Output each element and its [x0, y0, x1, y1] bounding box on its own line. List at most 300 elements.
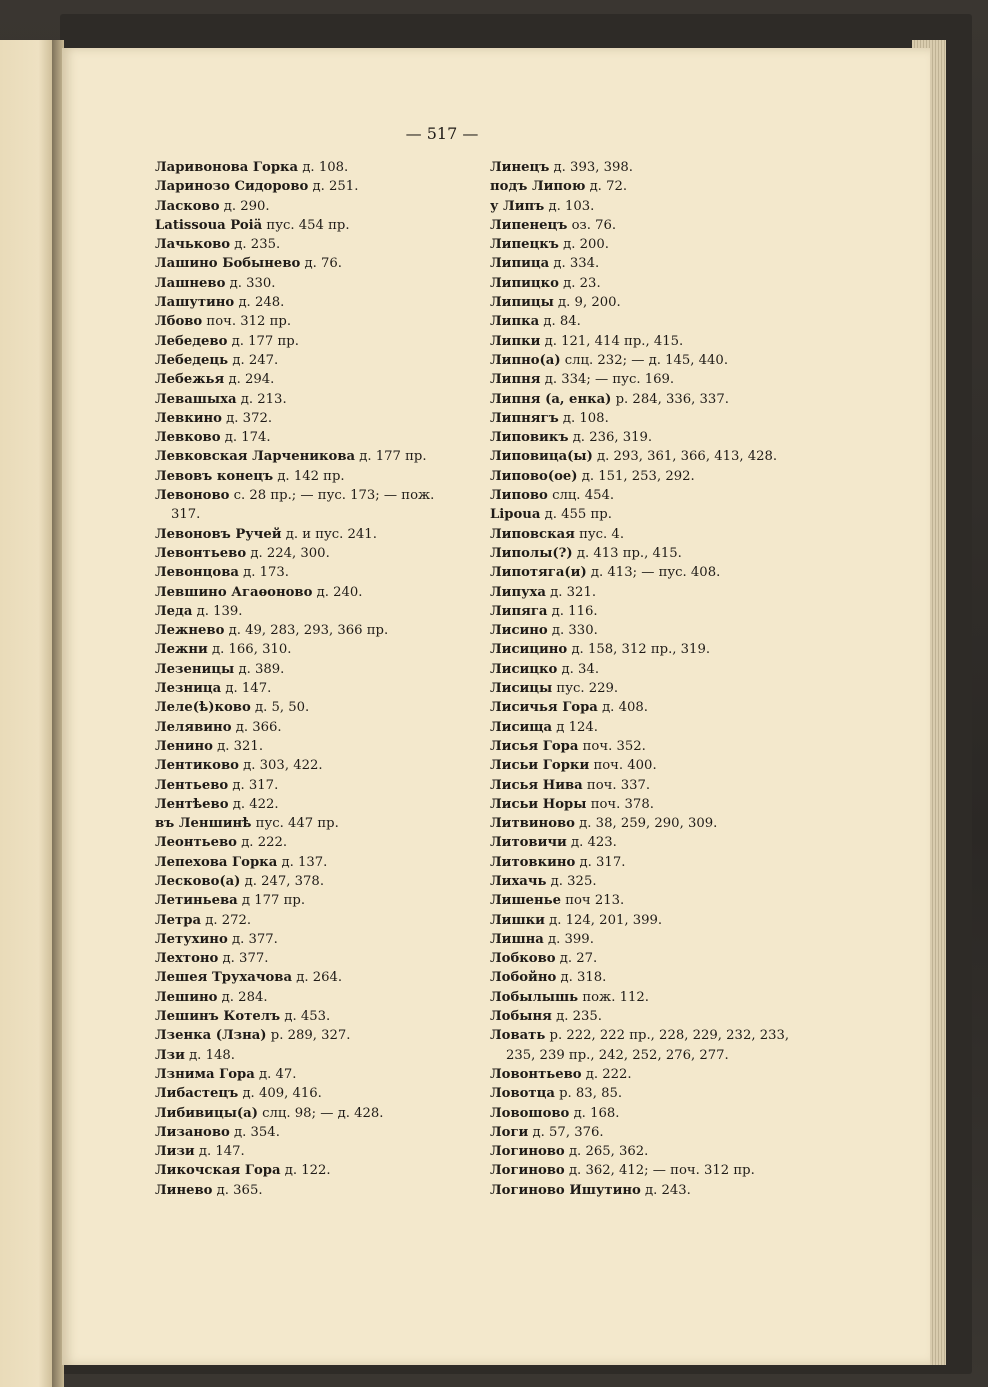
entry-reference: д. 27. — [559, 951, 598, 967]
index-entry — [155, 679, 480, 698]
entry-name: Липня — [490, 372, 541, 388]
index-entry — [155, 698, 480, 717]
entry-name: Липка — [490, 314, 540, 330]
index-entry — [490, 505, 820, 524]
index-entry — [155, 795, 480, 814]
entry-reference: д. 317. — [232, 777, 279, 793]
entry-reference: д. 248. — [238, 295, 285, 311]
index-entry — [490, 911, 820, 930]
entry-reference: д. 235. — [556, 1009, 602, 1025]
entry-name: Лишна — [490, 931, 544, 947]
entry-name: Ларинозо Сидорово — [155, 179, 309, 195]
entry-reference: д. 247, 378. — [244, 873, 325, 889]
entry-name: Лзенка (Лзна) — [155, 1028, 267, 1044]
entry-reference: д. 325. — [550, 873, 597, 889]
entry-name: Ленино — [155, 738, 213, 754]
index-entry — [490, 833, 820, 852]
entry-name: Лисища — [490, 719, 553, 735]
index-entry — [490, 254, 820, 273]
entry-reference: р. 222, 222 пр., 228, 229, 232, 233, — [549, 1028, 790, 1044]
entry-reference: д. 377. — [231, 931, 278, 947]
entry-reference: д. 200. — [563, 237, 609, 253]
index-entry — [490, 698, 820, 717]
entry-reference: д. 399. — [548, 931, 594, 947]
entry-reference: д. 177 пр. — [359, 449, 427, 465]
index-entry — [490, 486, 820, 505]
entry-reference: р. 289, 327. — [270, 1028, 351, 1044]
entry-name: Лисино — [490, 623, 548, 639]
entry-reference: поч. 352. — [582, 738, 646, 754]
index-entry — [490, 1123, 820, 1142]
index-entry — [155, 254, 480, 273]
entry-name: Левонцова — [155, 565, 239, 581]
entry-name: Липовская — [490, 526, 575, 542]
entry-name: Лентиково — [155, 758, 239, 774]
entry-reference: д. 147. — [225, 681, 272, 697]
entry-name: Лелявино — [155, 719, 232, 735]
entry-reference: д. 236, 319. — [572, 430, 653, 446]
entry-name: Линецъ — [490, 160, 550, 175]
index-entry — [490, 390, 820, 409]
entry-reference: пус. 454 пр. — [266, 217, 350, 233]
entry-reference: д. 103. — [548, 198, 595, 214]
index-entry — [155, 949, 480, 968]
entry-name: Ловотца — [490, 1086, 555, 1102]
index-entry — [490, 968, 820, 987]
entry-reference: д. 290. — [223, 198, 270, 214]
entry-name: Левоновъ Ручей — [155, 526, 282, 542]
entry-name: Липки — [490, 333, 541, 349]
index-entry — [490, 930, 820, 949]
index-entry — [155, 1142, 480, 1161]
entry-name: Липня (а, енка) — [490, 391, 612, 407]
entry-reference: д. 166, 310. — [212, 642, 292, 658]
entry-name: Lipoua — [490, 507, 541, 523]
entry-reference: д. 224, 300. — [250, 545, 330, 561]
index-entry — [490, 891, 820, 910]
entry-name: Липицко — [490, 275, 559, 291]
entry-reference: д. 240. — [316, 584, 363, 600]
entry-name: Лобойно — [490, 970, 557, 986]
entry-name: Липотяга(и) — [490, 565, 587, 581]
entry-reference: д. 23. — [563, 275, 601, 291]
facing-page-edge — [0, 40, 55, 1387]
index-entry — [490, 332, 820, 351]
index-entry — [155, 621, 480, 640]
entry-name: Липово — [490, 488, 548, 504]
entry-name: Лашнево — [155, 275, 226, 291]
entry-name: Летухино — [155, 931, 228, 947]
entry-reference: д. 354. — [234, 1124, 280, 1140]
index-entry — [490, 988, 820, 1007]
index-entry — [155, 370, 480, 389]
index-entry — [490, 467, 820, 486]
entry-name: въ Леншинѣ — [155, 816, 252, 832]
entry-reference: д. 147. — [198, 1144, 245, 1160]
index-entry — [490, 544, 820, 563]
index-column-right — [490, 158, 820, 1200]
index-entry — [155, 930, 480, 949]
entry-name: Лисья Нива — [490, 777, 583, 793]
entry-name: Литовичи — [490, 835, 567, 851]
entry-reference: с. 28 пр.; — пус. 173; — пож. — [233, 488, 435, 504]
entry-reference: слц. 454. — [552, 488, 615, 504]
index-entry — [155, 1084, 480, 1103]
entry-name: Логиново Ишутино — [490, 1182, 641, 1198]
entry-reference: д. 174. — [224, 430, 271, 446]
entry-reference: д. 251. — [312, 179, 359, 195]
entry-name: Логиново — [490, 1144, 565, 1160]
index-entry — [155, 1026, 480, 1045]
index-entry — [155, 1123, 480, 1142]
entry-reference: д. 151, 253, 292. — [581, 468, 695, 484]
index-entry — [490, 853, 820, 872]
index-entry — [155, 467, 480, 486]
entry-reference: д. 121, 414 пр., 415. — [544, 333, 684, 349]
index-entry — [155, 968, 480, 987]
index-entry — [490, 1046, 820, 1065]
entry-name: Лашутино — [155, 295, 235, 311]
entry-reference: поч. 400. — [593, 758, 657, 774]
entry-name: Ликочская Гора — [155, 1163, 281, 1179]
entry-reference: д. 76. — [304, 256, 342, 272]
entry-name: Липнягъ — [490, 410, 559, 426]
index-entry — [490, 660, 820, 679]
index-entry — [155, 756, 480, 775]
entry-reference: пус. 229. — [556, 681, 619, 697]
entry-reference: поч. 337. — [586, 777, 651, 793]
entry-name: Лизи — [155, 1144, 195, 1160]
entry-reference: д. 222. — [241, 835, 288, 851]
entry-reference: д. 294. — [228, 372, 275, 388]
entry-name: Левовъ конецъ — [155, 468, 274, 484]
entry-name: Лисья Гора — [490, 738, 579, 754]
index-entry — [490, 679, 820, 698]
entry-name: Лебежья — [155, 372, 225, 388]
entry-reference: д. 243. — [645, 1182, 691, 1198]
entry-name: Лезница — [155, 681, 222, 697]
entry-name: Литвиново — [490, 816, 575, 832]
index-entry — [155, 197, 480, 216]
index-entry — [490, 428, 820, 447]
entry-name: Логиново — [490, 1163, 565, 1179]
entry-name: Липовикъ — [490, 430, 569, 446]
entry-name: Лишенье — [490, 893, 561, 909]
index-entry — [155, 525, 480, 544]
entry-reference: д. 455 пр. — [544, 507, 612, 523]
index-entry — [490, 235, 820, 254]
index-entry — [490, 409, 820, 428]
entry-reference: р. 284, 336, 337. — [615, 391, 729, 407]
entry-name: Лзи — [155, 1047, 185, 1063]
entry-reference: д. 265, 362. — [568, 1144, 649, 1160]
index-entry — [155, 891, 480, 910]
index-entry — [490, 756, 820, 775]
entry-reference: д. 284. — [221, 989, 268, 1005]
index-entry — [490, 177, 820, 196]
entry-reference: поч. 312 пр. — [206, 314, 292, 330]
entry-reference: д. 321. — [550, 584, 597, 600]
index-entry — [155, 1181, 480, 1200]
index-entry — [490, 602, 820, 621]
entry-name: Литовкино — [490, 854, 576, 870]
entry-name: Липово(ое) — [490, 468, 578, 484]
entry-reference: д. 57, 376. — [532, 1124, 604, 1140]
index-entry — [155, 833, 480, 852]
entry-reference: д. 38, 259, 290, 309. — [579, 816, 718, 832]
entry-name: Ловать — [490, 1028, 546, 1044]
entry-name: Лзнима Гора — [155, 1066, 255, 1082]
entry-reference: д. 5, 50. — [254, 700, 310, 716]
entry-reference: д. 330. — [229, 275, 276, 291]
entry-reference: д. 413 пр., 415. — [576, 545, 682, 561]
entry-name: Летра — [155, 912, 201, 928]
entry-name: Лобыня — [490, 1009, 552, 1025]
index-entry — [490, 737, 820, 756]
index-entry — [490, 776, 820, 795]
entry-name: Либивицы(а) — [155, 1105, 258, 1121]
entry-name: Лежни — [155, 642, 208, 658]
index-entry — [490, 583, 820, 602]
index-entry — [155, 640, 480, 659]
entry-reference: слц. 98; — д. 428. — [262, 1105, 384, 1121]
index-entry — [490, 795, 820, 814]
entry-reference: д. 158, 312 пр., 319. — [571, 642, 711, 658]
entry-reference: д. 365. — [216, 1182, 263, 1198]
entry-name: Левкино — [155, 410, 222, 426]
entry-name: Лешея Трухачова — [155, 970, 292, 986]
entry-name: Липовица(ы) — [490, 449, 593, 465]
entry-reference: пус. 447 пр. — [255, 816, 339, 832]
index-entry — [490, 1181, 820, 1200]
entry-reference: д. 47. — [258, 1066, 297, 1082]
entry-reference: д. 116. — [551, 603, 598, 619]
entry-reference: д. 362, 412; — поч. 312 пр. — [568, 1163, 755, 1179]
index-entry — [490, 158, 820, 177]
entry-reference: пус. 4. — [579, 526, 625, 542]
entry-name: Липецкъ — [490, 237, 559, 253]
entry-reference: д. 330. — [551, 623, 598, 639]
entry-name: Лесково(а) — [155, 873, 241, 889]
index-entry — [155, 409, 480, 428]
entry-reference: пож. 112. — [582, 989, 649, 1005]
index-entry — [490, 563, 820, 582]
entry-name: Лисицино — [490, 642, 568, 658]
index-entry — [490, 197, 820, 216]
index-entry — [490, 1007, 820, 1026]
book-page — [62, 48, 930, 1365]
entry-reference: д. 235. — [234, 237, 281, 253]
entry-name: Липуха — [490, 584, 546, 600]
entry-name: Лачьково — [155, 237, 231, 253]
index-entry — [155, 486, 480, 505]
entry-reference: д. 213. — [240, 391, 287, 407]
entry-reference: д. 334; — пус. 169. — [544, 372, 675, 388]
entry-reference: д. 173. — [243, 565, 289, 581]
entry-reference: д. 372. — [226, 410, 273, 426]
entry-name: Latissoua Poiä — [155, 217, 263, 233]
entry-reference: д. 108. — [562, 410, 609, 426]
index-entry — [490, 1026, 820, 1045]
index-entry — [155, 911, 480, 930]
index-entry — [490, 1142, 820, 1161]
entry-name: Лисицы — [490, 681, 553, 697]
entry-reference: д. 9, 200. — [558, 295, 621, 311]
index-entry — [155, 505, 480, 524]
index-entry — [490, 525, 820, 544]
index-entry — [155, 1161, 480, 1180]
entry-reference: д 124. — [556, 719, 598, 735]
entry-name: Лобылышь — [490, 989, 579, 1005]
entry-name: Лентьево — [155, 777, 229, 793]
entry-reference: д. 177 пр. — [231, 333, 299, 349]
index-entry — [155, 390, 480, 409]
index-entry — [155, 158, 480, 177]
entry-reference: 235, 239 пр., 242, 252, 276, 277. — [506, 1047, 729, 1063]
index-entry — [155, 660, 480, 679]
entry-reference: д. 422. — [232, 796, 279, 812]
entry-reference: д. 423. — [571, 835, 617, 851]
entry-reference: д. 321. — [217, 738, 264, 754]
entry-reference: д. 377. — [222, 951, 269, 967]
entry-name: Лепехова Горка — [155, 854, 278, 870]
entry-name: Липица — [490, 256, 550, 272]
index-entry — [155, 1065, 480, 1084]
index-entry — [155, 274, 480, 293]
entry-name: Леонтьево — [155, 835, 237, 851]
entry-reference: р. 83, 85. — [559, 1086, 623, 1102]
entry-reference: д. 168. — [573, 1105, 620, 1121]
entry-reference: д. 409, 416. — [242, 1086, 322, 1102]
entry-reference: д. 318. — [560, 970, 607, 986]
index-entry — [155, 1046, 480, 1065]
entry-reference: слц. 232; — д. 145, 440. — [564, 352, 729, 368]
entry-name: Левоново — [155, 488, 230, 504]
entry-reference: поч. 378. — [590, 796, 654, 812]
entry-name: Лешинъ Котелъ — [155, 1009, 281, 1025]
index-entry — [490, 640, 820, 659]
entry-name: Липицы — [490, 295, 554, 311]
entry-reference: д. 334. — [553, 256, 600, 272]
entry-name: Липяга — [490, 603, 548, 619]
index-entry — [490, 312, 820, 331]
entry-name: Логи — [490, 1124, 529, 1140]
entry-reference: поч 213. — [565, 893, 625, 909]
index-entry — [490, 949, 820, 968]
entry-reference: д. 137. — [281, 854, 328, 870]
entry-reference: д. 272. — [205, 912, 252, 928]
entry-name: Лебедево — [155, 333, 228, 349]
index-entry — [155, 428, 480, 447]
entry-name: Лизаново — [155, 1124, 230, 1140]
entry-name: Липенецъ — [490, 217, 568, 233]
entry-reference: д. 142 пр. — [277, 468, 345, 484]
entry-name: Летиньева — [155, 893, 238, 909]
entry-name: подъ Липою — [490, 179, 586, 195]
entry-name: Липно(а) — [490, 352, 561, 368]
index-entry — [155, 737, 480, 756]
page-number: — 517 — — [405, 124, 479, 143]
entry-reference: д. и пус. 241. — [285, 526, 377, 542]
entry-name: Лихачь — [490, 873, 547, 889]
entry-reference: д. 124, 201, 399. — [549, 912, 663, 928]
entry-reference: д. 389. — [238, 661, 285, 677]
entry-reference: д. 122. — [284, 1163, 331, 1179]
entry-reference: д. 408. — [602, 700, 648, 716]
entry-name: Левонтьево — [155, 545, 247, 561]
entry-name: Ловонтьево — [490, 1066, 582, 1082]
index-entry — [490, 1065, 820, 1084]
entry-name: Лешино — [155, 989, 218, 1005]
entry-name: Ловошово — [490, 1105, 570, 1121]
entry-reference: д. 148. — [189, 1047, 235, 1063]
index-entry — [155, 583, 480, 602]
index-entry — [155, 853, 480, 872]
entry-name: Лисьи Норы — [490, 796, 587, 812]
index-entry — [155, 718, 480, 737]
index-entry — [490, 872, 820, 891]
entry-name: Лехтоно — [155, 951, 219, 967]
entry-reference: д. 303, 422. — [243, 758, 323, 774]
index-entry — [155, 544, 480, 563]
index-column-left — [155, 158, 480, 1200]
index-entry — [490, 216, 820, 235]
index-entry — [155, 776, 480, 795]
index-entry — [155, 872, 480, 891]
entry-reference: оз. 76. — [571, 217, 617, 233]
index-entry — [490, 351, 820, 370]
entry-reference: д. 413; — пус. 408. — [590, 565, 721, 581]
entry-reference: д. 453. — [284, 1009, 331, 1025]
entry-reference: д. 72. — [589, 179, 628, 195]
entry-name: Лбово — [155, 314, 203, 330]
entry-name: Лашино Бобынево — [155, 256, 301, 272]
entry-reference: д. 139. — [196, 603, 243, 619]
entry-reference: д. 317. — [579, 854, 626, 870]
entry-name: Ласково — [155, 198, 220, 214]
entry-name: Лентѣево — [155, 796, 229, 812]
index-entry — [155, 447, 480, 466]
index-entry — [155, 988, 480, 1007]
index-entry — [490, 621, 820, 640]
entry-name: Лобково — [490, 951, 556, 967]
entry-reference: д. 293, 361, 366, 413, 428. — [597, 449, 778, 465]
entry-reference: д. 49, 283, 293, 366 пр. — [228, 623, 389, 639]
entry-name: Левково — [155, 430, 221, 446]
entry-name: Лежнево — [155, 623, 225, 639]
index-entry — [490, 1084, 820, 1103]
entry-name: Ларивонова Горка — [155, 160, 299, 175]
entry-name: Линево — [155, 1182, 213, 1198]
entry-name: у Липъ — [490, 198, 545, 214]
index-entry — [490, 1104, 820, 1123]
index-entry — [490, 447, 820, 466]
entry-name: Левковская Ларченикова — [155, 449, 356, 465]
index-entry — [155, 177, 480, 196]
entry-name: Лезеницы — [155, 661, 235, 677]
index-entry — [155, 563, 480, 582]
entry-reference: д. 264. — [296, 970, 343, 986]
entry-reference: д. 34. — [561, 661, 600, 677]
entry-reference: д 177 пр. — [241, 893, 306, 909]
index-entry — [155, 602, 480, 621]
entry-name: Липолы(?) — [490, 545, 573, 561]
index-entry — [490, 274, 820, 293]
index-entry — [490, 293, 820, 312]
entry-name: Лебедець — [155, 352, 229, 368]
entry-name: Леда — [155, 603, 193, 619]
index-entry — [155, 1007, 480, 1026]
